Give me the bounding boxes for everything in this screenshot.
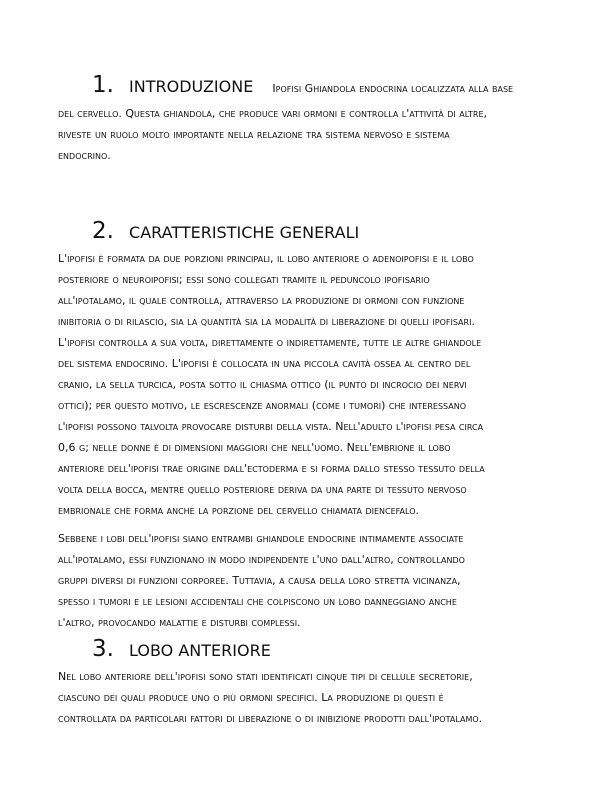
- paragraph-line: riveste un ruolo molto importante nella relazione tra sistema nervoso e sistema: [58, 128, 450, 141]
- section-heading-lobo-anteriore: [92, 636, 271, 662]
- paragraph-line: inibitoria o di rilascio, sia la quantità sia la modalità di liberazione di quelli ipofisari.: [58, 315, 475, 328]
- section-title: CARATTERISTICHE GENERALI: [129, 223, 360, 242]
- paragraph-line: del sistema endocrino. L'ipofisi è collocata in una piccola cavità ossea al centro del: [58, 357, 471, 370]
- paragraph-line: Sebbene i lobi dell'ipofisi siano entrambi ghiandole endocrine intimamente associate: [58, 532, 464, 545]
- paragraph-line: ottici); per questo motivo, le escrescenze anormali (come i tumori) che interessano: [58, 399, 467, 412]
- section-title: LOBO ANTERIORE: [129, 641, 271, 660]
- section-number: 3.: [92, 636, 114, 662]
- paragraph-line: posteriore o neuroipofisi; essi sono collegati tramite il peduncolo ipofisario: [58, 273, 430, 286]
- intro-lead-text: Ipofisi Ghiandola endocrina localizzata alla base: [272, 82, 514, 95]
- paragraph-line: endocrino.: [58, 149, 111, 162]
- paragraph-line: volta della bocca, mentre quello posteriore deriva da una parte di tessuto nervoso: [58, 483, 467, 496]
- section-heading-introduzione: [92, 72, 513, 98]
- section-number: 1.: [92, 72, 114, 98]
- paragraph-line: gruppi diversi di funzioni corporee. Tuttavia, a causa della loro stretta vicinanza,: [58, 574, 461, 587]
- paragraph-line: del cervello. Questa ghiandola, che produce vari ormoni e controlla l'attività di altre,: [58, 107, 488, 120]
- paragraph-line: all'ipotalamo, il quale controlla, attraverso la produzione di ormoni con funzione: [58, 294, 465, 307]
- paragraph-line: embrionale che forma anche la porzione del cervello chiamata diencefalo.: [58, 504, 419, 517]
- paragraph-line: anteriore dell'ipofisi trae origine dall'ectoderma e si forma dallo stesso tessuto della: [58, 462, 485, 475]
- paragraph-line: l'ipofisi possono talvolta provocare disturbi della vista. Nell'adulto l'ipofisi pesa circa: [58, 420, 484, 433]
- paragraph-line: 0,6 g; nelle donne è di dimensioni maggiori che nell'uomo. Nell'embrione il lobo: [58, 441, 451, 454]
- paragraph-line: cranio, la sella turcica, posta sotto il chiasma ottico (il punto di incrocio dei nervi: [58, 378, 467, 391]
- section-heading-caratteristiche: [92, 218, 359, 244]
- paragraph-line: Nel lobo anteriore dell'ipofisi sono stati identificati cinque tipi di cellule secretorie,: [58, 670, 473, 683]
- paragraph-line: spesso i tumori e le lesioni accidentali che colpiscono un lobo danneggiano anche: [58, 595, 457, 608]
- paragraph-line: all'ipotalamo, essi funzionano in modo indipendente l'uno dall'altro, controllando: [58, 553, 465, 566]
- paragraph-line: L'ipofisi è formata da due porzioni principali, il lobo anteriore o adenoipofisi e il lobo: [58, 252, 474, 265]
- paragraph-line: controllata da particolari fattori di liberazione o di inibizione prodotti dall'ipotalamo.: [58, 712, 483, 725]
- section-number: 2.: [92, 218, 114, 244]
- paragraph-line: l'altro, provocando malattie e disturbi complessi.: [58, 616, 301, 629]
- section-title: INTRODUZIONE: [129, 77, 254, 96]
- paragraph-line: ciascuno dei quali produce uno o più ormoni specifici. La produzione di questi è: [58, 691, 444, 704]
- paragraph-line: L'ipofisi controlla a sua volta, direttamente o indirettamente, tutte le altre ghiandole: [58, 336, 482, 349]
